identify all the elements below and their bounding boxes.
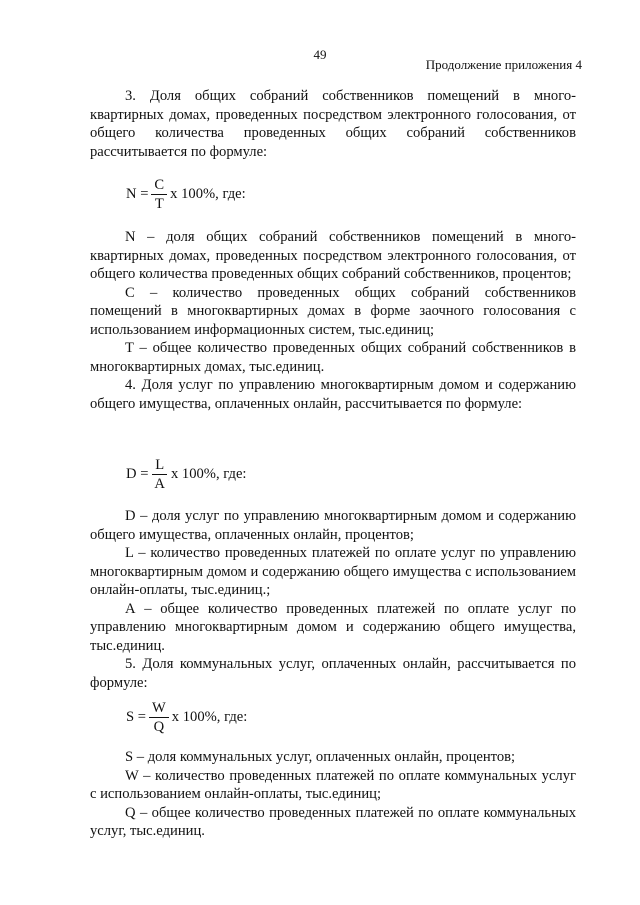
definition-item: С – количество проведенных общих собраний собственников помещений в многоквартирных домах в форме заочного голосования с использованием информационных систем, тыс.единиц; (90, 284, 576, 338)
definition-item: Q – общее количество проведенных платежей по оплате коммунальных услуг, тыс.единиц. (90, 804, 576, 839)
section-5-intro: 5. Доля коммунальных услуг, оплаченных онлайн, рассчитывается по формуле: (90, 656, 576, 691)
continuation-label: Продолжение приложения 4 (425, 57, 582, 72)
formula-s-lhs: S = (126, 709, 146, 725)
definition-item: N – доля общих собраний собственников помещений в много-квартирных домах, проведенных посредством электронного голосования, от общего количества проведенных общих собраний собственников, процентов; (90, 229, 576, 282)
formula-s-numerator: W (149, 699, 169, 718)
formula-n-tail: x 100%, где: (170, 186, 246, 202)
formula-d-numerator: L (152, 456, 167, 475)
section-4-definitions (90, 507, 576, 692)
formula-n-fraction (151, 176, 167, 213)
formula-d (126, 456, 246, 493)
definition-item: D – доля услуг по управлению многоквартирным домом и содержанию общего имущества, оплаченных онлайн, процентов; (90, 508, 576, 543)
formula-n-denominator: T (154, 196, 164, 212)
formula-n-lhs: N = (126, 186, 149, 202)
page-number: 49 (313, 47, 327, 62)
definition-item: W – количество проведенных платежей по оплате коммунальных услуг с использованием онлайн-оплаты, тыс.единиц; (90, 767, 576, 802)
section-5-definitions (90, 748, 576, 841)
definition-item: S – доля коммунальных услуг, оплаченных онлайн, процентов; (125, 749, 516, 765)
formula-s (126, 699, 247, 736)
section-3-intro-block (90, 87, 576, 161)
formula-s-tail: x 100%, где: (171, 709, 248, 725)
formula-d-fraction (151, 456, 168, 493)
definition-item: А – общее количество проведенных платежей по оплате услуг по управлению многоквартирным домом и содержанию общего имущества, тыс.единиц. (90, 600, 576, 654)
section-3-definitions (90, 228, 576, 413)
section-3-intro: 3. Доля общих собраний собственников помещений в много-квартирных домах, проведенных посредством электронного голосования, от общего количества проведенных общих собраний собственников рассчитывается по формуле: (90, 88, 576, 160)
formula-d-denominator: A (154, 476, 165, 492)
definition-item: T – общее количество проведенных общих собраний собственников в многоквартирных домах, тыс.единиц. (90, 340, 576, 375)
formula-d-lhs: D = (126, 466, 149, 482)
formula-n (126, 176, 246, 213)
section-4-intro: 4. Доля услуг по управлению многоквартирным домом и содержанию общего имущества, оплаченных онлайн, рассчитывается по формуле: (90, 377, 576, 412)
definition-item: L – количество проведенных платежей по оплате услуг по управлению многоквартирным домом и содержанию общего имущества с использованием онлайн-оплаты, тыс.единиц.; (90, 545, 576, 598)
formula-d-tail: x 100%, где: (170, 466, 247, 482)
formula-n-numerator: C (151, 176, 167, 195)
formula-s-fraction (149, 699, 169, 736)
formula-s-denominator: Q (153, 719, 165, 735)
